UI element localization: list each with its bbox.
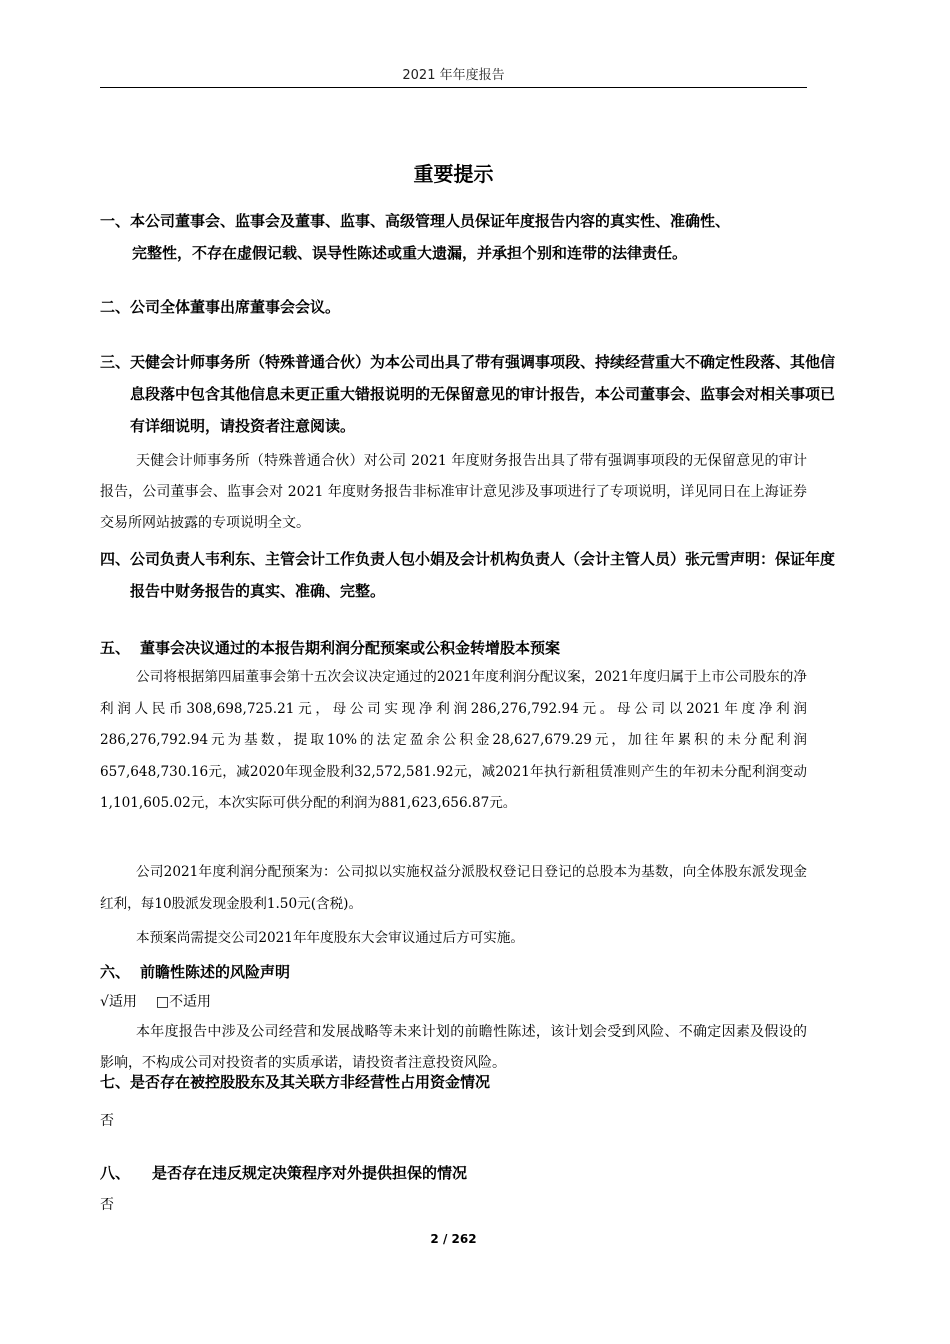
page-number: 2 / 262 xyxy=(430,1232,477,1246)
section-3-heading xyxy=(100,346,837,442)
header-divider xyxy=(100,87,807,88)
section-8-number: 八、 xyxy=(100,1164,131,1182)
section-4-text: 公司负责人韦利东、主管会计工作负责人包小娟及会计机构负责人（会计主管人员）张元雪声明：保证年度报告中财务报告的真实、准确、完整。 xyxy=(130,550,836,600)
section-5-number: 五、 xyxy=(100,639,131,657)
section-5-paragraph-1: 公司将根据第四届董事会第十五次会议决定通过的2021年度利润分配议案，2021年度归属于上市公司股东的净利润人民币308,698,725.21元，母公司实现净利润286,276,792.94元。母公司以2021年度净利润286,276,792.94元为基数，提取10%的法定盈余公积金28,627,679.29元，加往年累积的未分配利润657,648,730.16元，减2020年现金股利32,572,581.92元，减2021年执行新租赁准则产生的年初未分配利润变动1,101,605.02元，本次实际可供分配的利润为881,623,656.87元。 xyxy=(100,669,807,811)
section-4-number: 四、 xyxy=(100,550,131,568)
applicable-label: 适用 xyxy=(108,994,137,1010)
page-title: 重要提示 xyxy=(413,162,494,186)
not-applicable-label: 不适用 xyxy=(169,994,212,1010)
section-3-number: 三、 xyxy=(100,353,131,371)
section-5-title: 董事会决议通过的本报告期利润分配预案或公积金转增股本预案 xyxy=(140,639,561,657)
section-1-line-2: 完整性，不存在虚假记载、误导性陈述或重大遗漏，并承担个别和连带的法律责任。 xyxy=(132,244,688,262)
section-6-number: 六、 xyxy=(100,963,131,981)
section-8-title: 是否存在违反规定决策程序对外提供担保的情况 xyxy=(152,1164,468,1182)
section-3-body: 天健会计师事务所（特殊普通合伙）对公司 2021 年度财务报告出具了带有强调事项段的无保留意见的审计报告，公司董事会、监事会对 2021 年度财务报告非标准审计意见涉及事项进行了专项说明，详见同日在上海证券交易所网站披露的专项说明全文。 xyxy=(100,453,807,531)
section-7-heading: 七、是否存在被控股股东及其关联方非经营性占用资金情况 xyxy=(100,1073,491,1091)
not-applicable-box-icon: □ xyxy=(155,994,170,1010)
applicability-options xyxy=(100,987,807,1018)
section-5-paragraph-2: 公司2021年度利润分配预案为：公司拟以实施权益分派股权登记日登记的总股本为基数，向全体股东派发现金红利，每10股派发现金股利1.50元(含税)。 xyxy=(100,864,807,912)
section-4 xyxy=(100,543,837,607)
section-6-body: 本年度报告中涉及公司经营和发展战略等未来计划的前瞻性陈述，该计划会受到风险、不确定因素及假设的影响，不构成公司对投资者的实质承诺，请投资者注意投资风险。 xyxy=(100,1024,807,1071)
section-8-answer: 否 xyxy=(100,1197,114,1213)
section-5-heading xyxy=(100,632,807,664)
section-1-line-1: 一、本公司董事会、监事会及董事、监事、高级管理人员保证年度报告内容的真实性、准确性、 xyxy=(100,212,731,230)
section-5-paragraph-3: 本预案尚需提交公司2021年年度股东大会审议通过后方可实施。 xyxy=(136,930,525,946)
section-6-title: 前瞻性陈述的风险声明 xyxy=(140,963,291,981)
section-3-text: 天健会计师事务所（特殊普通合伙）为本公司出具了带有强调事项段、持续经营重大不确定性段落、其他信息段落中包含其他信息未更正重大错报说明的无保留意见的审计报告，本公司董事会、监事会对相关事项已有详细说明，请投资者注意阅读。 xyxy=(130,353,836,435)
page-header: 2021 年年度报告 xyxy=(402,68,505,83)
section-6-heading xyxy=(100,956,807,988)
section-2: 二、公司全体董事出席董事会会议。 xyxy=(100,298,341,316)
section-8-heading xyxy=(100,1157,807,1189)
section-1 xyxy=(100,205,807,269)
applicable-check-icon: √ xyxy=(100,994,109,1010)
section-7-answer: 否 xyxy=(100,1113,114,1129)
